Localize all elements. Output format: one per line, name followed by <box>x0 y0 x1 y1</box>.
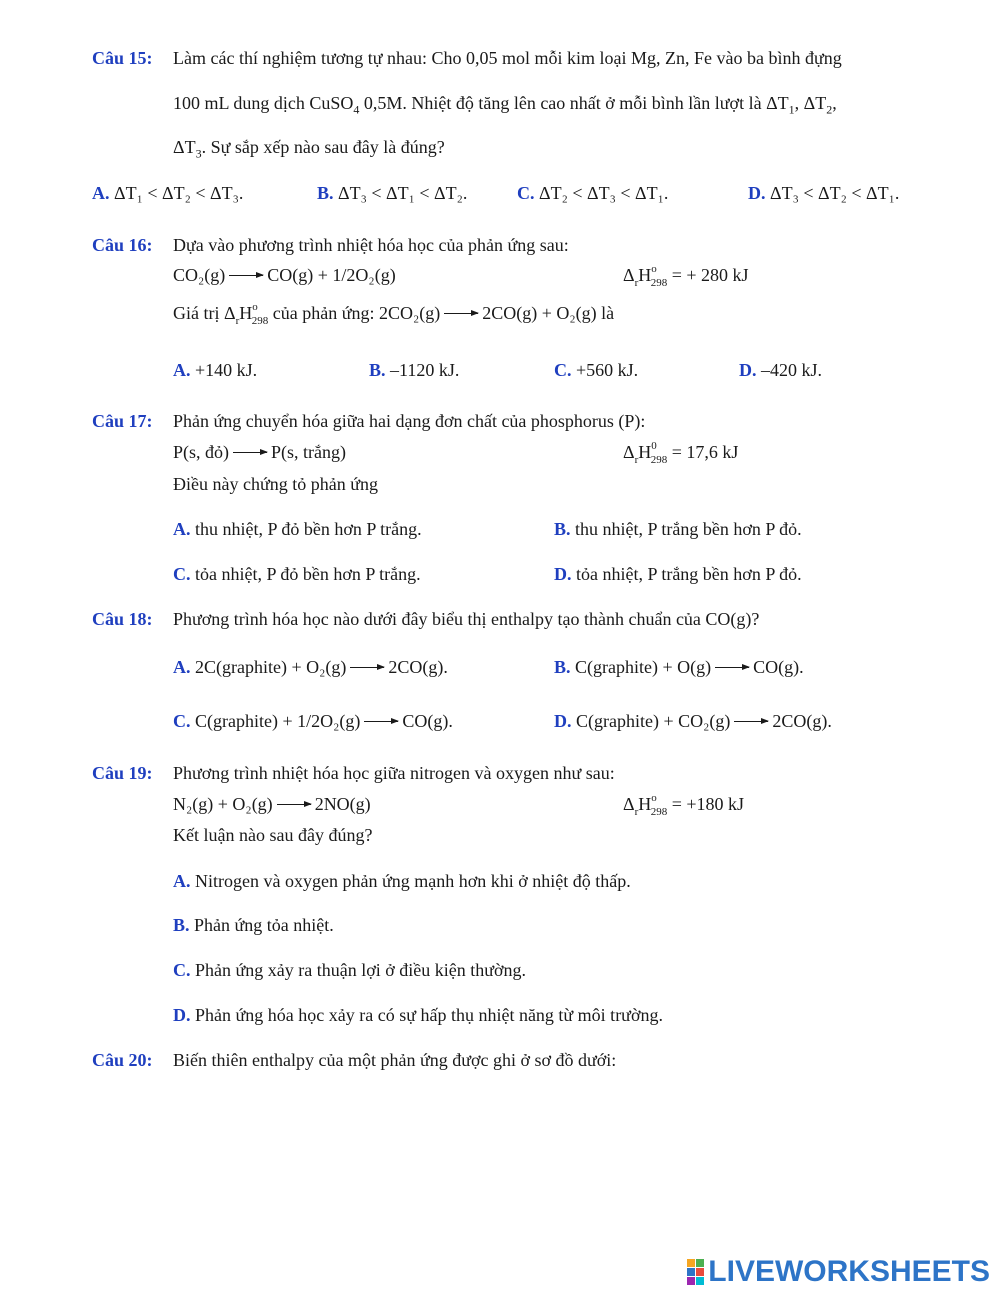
reaction-arrow-icon <box>233 452 267 453</box>
question-19-option-c[interactable]: C. Phản ứng xảy ra thuận lợi ở điều kiện thường. <box>173 960 527 980</box>
reaction-arrow-icon <box>734 721 768 722</box>
delta-h-symbol: $\Delta_rH^o_{298}$ <box>224 301 269 327</box>
logo-blocks-icon <box>687 1259 704 1285</box>
question-18-label: Câu 18: <box>92 609 153 629</box>
reaction-arrow-icon <box>715 667 749 668</box>
question-16-enthalpy: $\Delta_rH^o_{298}$ = + 280 kJ <box>623 263 749 289</box>
question-15-option-d[interactable]: D. ΔT₃ < ΔT₂ < ΔT₁. <box>748 183 900 203</box>
question-18-option-a[interactable]: A. 2C(graphite) + O₂(g) 2CO(g). <box>173 657 448 677</box>
question-17-intro: Phản ứng chuyển hóa giữa hai dạng đơn chất của phosphorus (P): <box>173 411 646 431</box>
question-18-option-b[interactable]: B. C(graphite) + O(g) CO(g). <box>554 657 804 677</box>
delta-h-symbol: $\Delta_rH^o_{298}$ <box>623 792 668 818</box>
reaction-arrow-icon <box>444 313 478 314</box>
question-15-option-c[interactable]: C. ΔT₂ < ΔT₃ < ΔT₁. <box>517 183 669 203</box>
logo-text: LIVEWORKSHEETS <box>708 1255 990 1288</box>
question-17-equation: P(s, đỏ) P(s, trắng) <box>173 442 347 462</box>
question-15-option-a[interactable]: A. ΔT₁ < ΔT₂ < ΔT₃. <box>92 183 244 203</box>
question-15-text-line2: 100 mL dung dịch CuSO$_4$ 0,5M. Nhiệt độ tăng lên cao nhất ở mỗi bình lần lượt là $\Delta T_1$, $\Delta T_2$, <box>173 93 837 117</box>
question-16-label: Câu 16: <box>92 235 153 255</box>
reaction-arrow-icon <box>350 667 384 668</box>
question-16-option-c[interactable]: C. +560 kJ. <box>554 360 639 380</box>
question-19-label: Câu 19: <box>92 763 153 783</box>
question-16-equation: CO₂(g) CO(g) + 1/2O₂(g) <box>173 265 396 285</box>
question-17-enthalpy: $\Delta_rH^0_{298} = 17,6$ kJ <box>623 440 739 466</box>
reaction-arrow-icon <box>277 804 311 805</box>
question-15-text-line1: Làm các thí nghiệm tương tự nhau: Cho 0,05 mol mỗi kim loại Mg, Zn, Fe vào ba bình đựng <box>173 48 842 68</box>
delta-h-symbol: $\Delta_rH^o_{298}$ <box>623 263 668 289</box>
question-19-intro: Phương trình nhiệt hóa học giữa nitrogen và oxygen như sau: <box>173 763 615 783</box>
delta-h-symbol: $\Delta_rH^0_{298}$ <box>623 440 668 466</box>
reaction-arrow-icon <box>229 275 263 276</box>
question-19-enthalpy: $\Delta_rH^o_{298} = +180$ kJ <box>623 792 745 818</box>
question-19-option-d[interactable]: D. Phản ứng hóa học xảy ra có sự hấp thụ nhiệt năng từ môi trường. <box>173 1005 663 1025</box>
question-16-intro: Dựa vào phương trình nhiệt hóa học của phản ứng sau: <box>173 235 569 255</box>
question-16-option-d[interactable]: D. –420 kJ. <box>739 360 823 380</box>
question-17-option-d[interactable]: D. tỏa nhiệt, P trắng bền hơn P đỏ. <box>554 564 802 584</box>
question-16-ask: Giá trị $\Delta_rH^o_{298}$ của phản ứng: 2CO₂(g) 2CO(g) + O₂(g) là <box>173 301 615 327</box>
reaction-arrow-icon <box>364 721 398 722</box>
question-19-ask: Kết luận nào sau đây đúng? <box>173 825 373 845</box>
question-17-option-a[interactable]: A. thu nhiệt, P đỏ bền hơn P trắng. <box>173 519 422 539</box>
question-17-option-b[interactable]: B. thu nhiệt, P trắng bền hơn P đỏ. <box>554 519 802 539</box>
question-15-label: Câu 15: <box>92 48 153 68</box>
question-16-option-a[interactable]: A. +140 kJ. <box>173 360 258 380</box>
question-18-option-c[interactable]: C. C(graphite) + 1/2O₂(g) CO(g). <box>173 711 453 731</box>
question-17-option-c[interactable]: C. tỏa nhiệt, P đỏ bền hơn P trắng. <box>173 564 421 584</box>
question-18-option-d[interactable]: D. C(graphite) + CO₂(g) 2CO(g). <box>554 711 832 731</box>
question-17-label: Câu 17: <box>92 411 153 431</box>
question-16-option-b[interactable]: B. –1120 kJ. <box>369 360 460 380</box>
question-15-text-line3: $\Delta T_3$. Sự sắp xếp nào sau đây là đúng? <box>173 137 445 161</box>
question-15-option-b[interactable]: B. ΔT₃ < ΔT₁ < ΔT₂. <box>317 183 468 203</box>
question-18-intro: Phương trình hóa học nào dưới đây biểu thị enthalpy tạo thành chuẩn của CO(g)? <box>173 609 760 629</box>
question-20-intro: Biến thiên enthalpy của một phản ứng được ghi ở sơ đồ dưới: <box>173 1050 617 1070</box>
question-17-conclusion: Điều này chứng tỏ phản ứng <box>173 474 378 494</box>
question-19-equation: N₂(g) + O₂(g) 2NO(g) <box>173 794 371 814</box>
question-20-label: Câu 20: <box>92 1050 153 1070</box>
liveworksheets-logo <box>687 1255 990 1288</box>
question-19-option-a[interactable]: A. Nitrogen và oxygen phản ứng mạnh hơn khi ở nhiệt độ thấp. <box>173 871 631 891</box>
question-19-option-b[interactable]: B. Phản ứng tỏa nhiệt. <box>173 915 334 935</box>
